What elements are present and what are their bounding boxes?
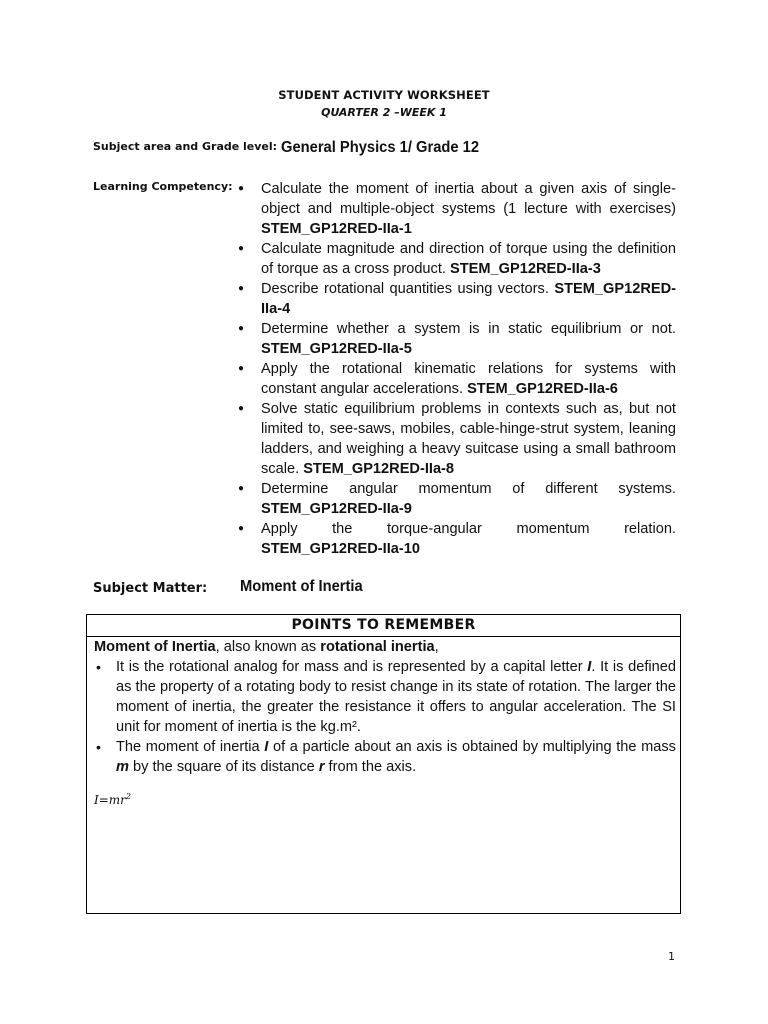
competency-text: Apply the rotational kinematic relations for systems with constant angular accelerations. — [261, 361, 676, 397]
point-text: The moment of inertia — [116, 739, 265, 755]
point-text: of a particle about an axis is obtained by multiplying the mass — [268, 739, 676, 755]
formula-base: I=mr — [94, 793, 126, 807]
competency-item — [236, 239, 676, 279]
point-text: It is the rotational analog for mass and is represented by a capital letter — [116, 659, 588, 675]
point-text: from the axis. — [324, 759, 417, 775]
competency-code: STEM_GP12RED-IIa-1 — [261, 221, 412, 237]
competency-code: STEM_GP12RED-IIa-8 — [303, 461, 455, 477]
intro-end: , — [434, 639, 439, 655]
competency-item — [236, 399, 676, 479]
competency-code: STEM_GP12RED-IIa-6 — [467, 381, 618, 397]
point-item — [94, 737, 676, 777]
competency-text: Calculate the moment of inertia about a given axis of single-object and multiple-object systems (1 lecture with exercises) — [261, 181, 676, 217]
competency-label: Learning Competency: — [93, 180, 233, 193]
points-to-remember-box — [86, 614, 681, 914]
competency-text: Apply the torque-angular momentum relation. — [261, 521, 676, 537]
competency-item — [236, 319, 676, 359]
point-text: by the square of its distance — [128, 759, 319, 775]
page-number: 1 — [668, 950, 675, 963]
competency-text: Describe rotational quantities using vectors. — [261, 281, 549, 297]
subject-matter-value: Moment of Inertia — [240, 578, 363, 595]
points-list — [94, 657, 676, 777]
competency-text: Determine whether a system is in static equilibrium or not. — [261, 321, 676, 337]
competency-text: Calculate magnitude and direction of torque using the definition of torque as a cross product. — [261, 241, 676, 277]
points-intro — [94, 637, 439, 657]
competency-code: STEM_GP12RED-IIa-4 — [261, 281, 676, 317]
points-heading: POINTS TO REMEMBER — [87, 615, 680, 637]
competency-item — [236, 479, 676, 519]
worksheet-subtitle: QUARTER 2 –WEEK 1 — [321, 106, 447, 119]
subject-value: General Physics 1/ Grade 12 — [281, 139, 480, 156]
symbol-I: I — [587, 659, 592, 675]
subject-matter-label: Subject Matter: — [93, 581, 208, 596]
competency-text: Determine angular momentum of different systems. — [261, 481, 676, 497]
competency-code: STEM_GP12RED-IIa-9 — [261, 501, 412, 517]
formula — [94, 792, 131, 807]
competency-text: Solve static equilibrium problems in contexts such as, but not limited to, see-saws, mobiles, cable-hinge-strut system, leaning ladders, and weighing a heavy suitcase using a small bathroom scale. — [261, 401, 676, 477]
subject-label: Subject area and Grade level: — [93, 140, 278, 153]
competency-item — [236, 359, 676, 399]
symbol-r: r — [318, 759, 325, 775]
competency-item — [236, 179, 676, 239]
competency-item — [236, 519, 676, 559]
competency-code: STEM_GP12RED-IIa-3 — [450, 261, 601, 277]
symbol-m: m — [116, 759, 129, 775]
symbol-I: I — [264, 739, 269, 755]
term-moment-of-inertia: Moment of Inertia — [94, 639, 216, 655]
intro-text: , also known as — [215, 639, 321, 655]
worksheet-title: STUDENT ACTIVITY WORKSHEET — [278, 88, 490, 102]
competency-code: STEM_GP12RED-IIa-5 — [261, 341, 412, 357]
term-rotational-inertia: rotational inertia — [320, 639, 435, 655]
point-item — [94, 657, 676, 737]
competency-code: STEM_GP12RED-IIa-10 — [261, 541, 420, 557]
competency-list — [236, 179, 676, 559]
formula-exponent: 2 — [125, 792, 132, 801]
competency-item — [236, 279, 676, 319]
point-text: . It is defined as the property of a rotating body to resist change in its state of rotation. The larger the moment of inertia, the greater the resistance it offers to angular acceleration. The SI unit for moment of inertia is the kg.m². — [116, 659, 676, 735]
